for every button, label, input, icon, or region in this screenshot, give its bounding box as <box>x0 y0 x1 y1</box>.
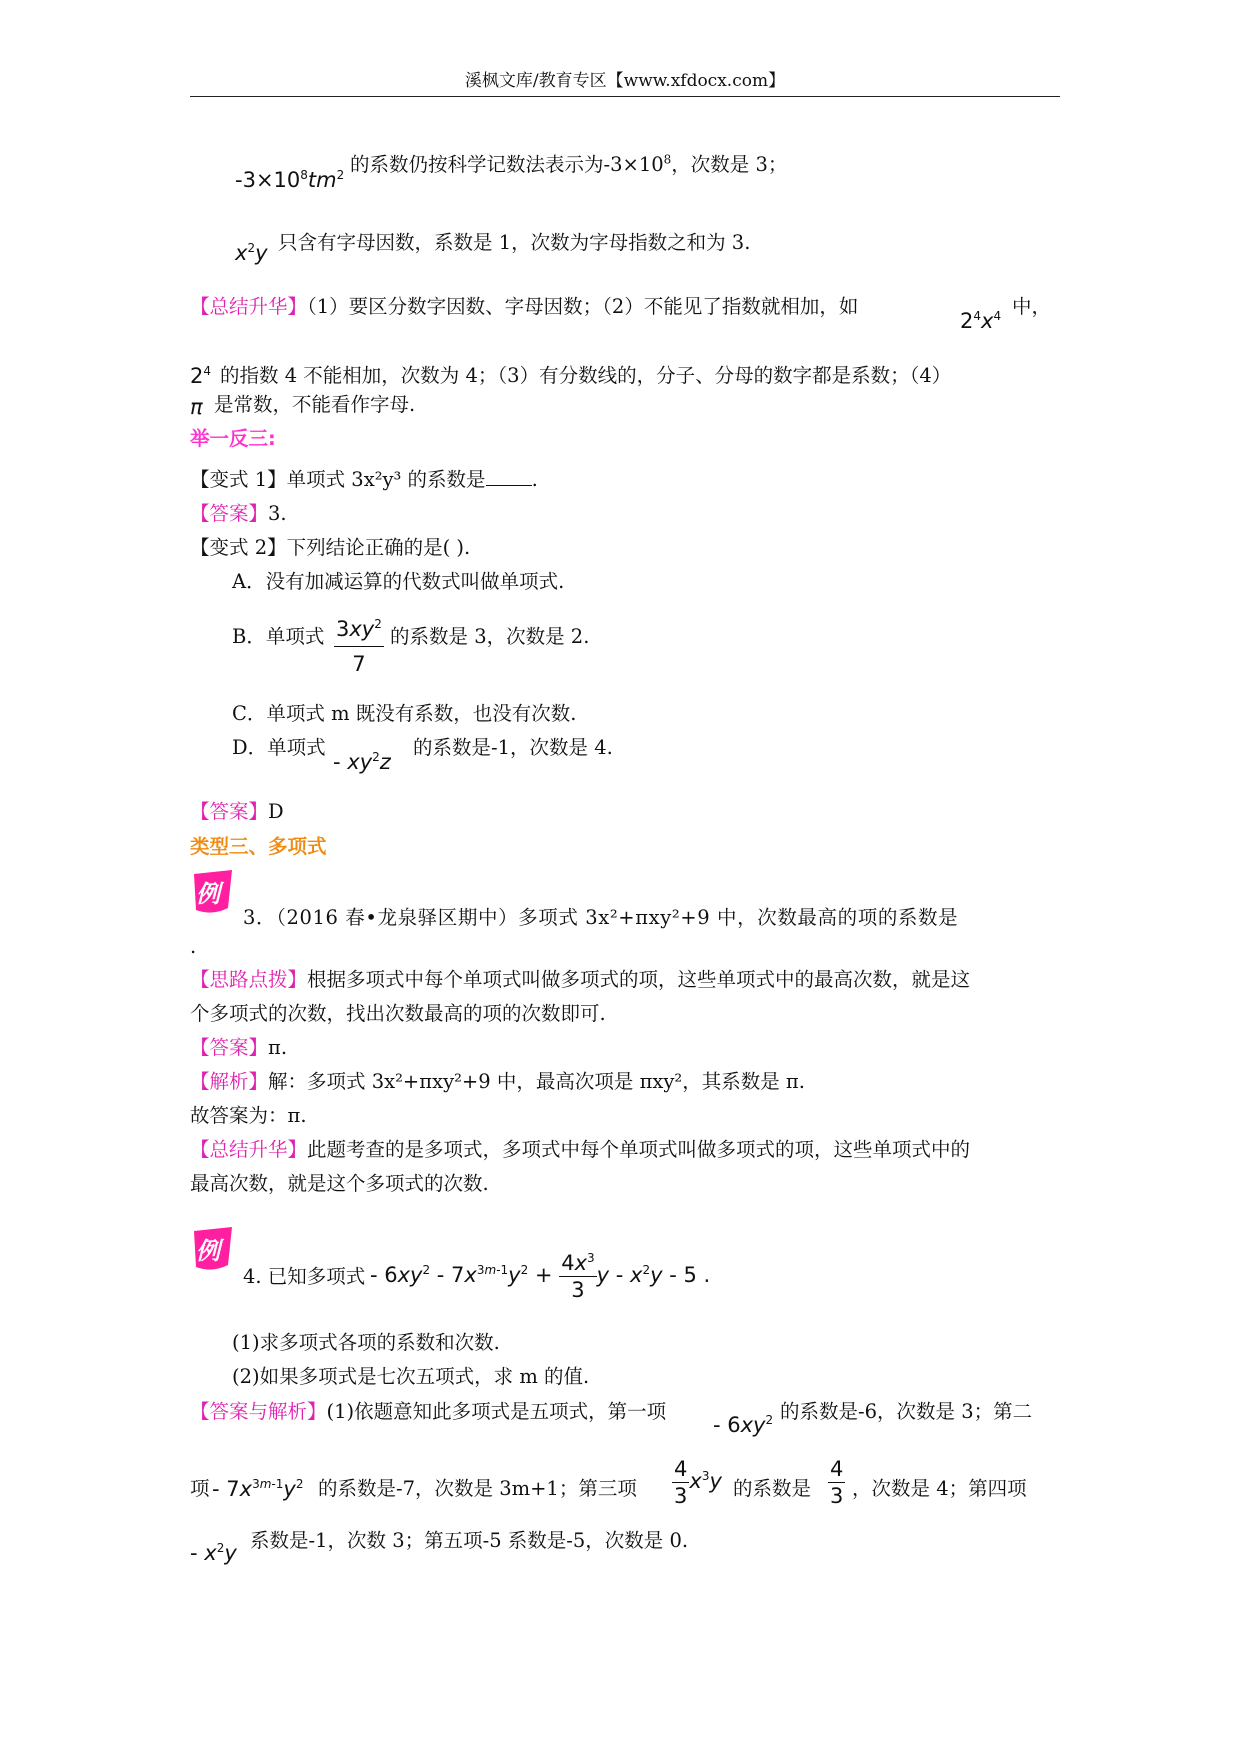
math-neg-7x: - $7x^{3m-1}y^2$ <box>212 1477 304 1501</box>
answer-4-line-3: 系数是-1，次数 3；第五项-5 系数是-5，次数是 0. <box>250 1529 689 1552</box>
so-answer: 故答案为：π. <box>190 1104 307 1127</box>
math-neg-x2y: - $x^2y$ <box>190 1541 237 1565</box>
math-24x4: $2^4x^4$ <box>960 309 1002 333</box>
text-line-1: 的系数仍按科学记数法表示为$-3\times 10^8$，次数是 3； <box>350 152 788 176</box>
summary-b-line-2: 最高次数，就是这个多项式的次数. <box>190 1172 489 1195</box>
answer-4-line-1b: 的系数是-6，次数是 3；第二 <box>780 1400 1033 1423</box>
answer-2: 【答案】D <box>190 800 284 823</box>
section-juyi: 举一反三: <box>190 427 276 450</box>
variant-2: 【变式 2】下列结论正确的是( ). <box>190 536 471 559</box>
answer-4-line-2b: 的系数是-7，次数是 3m+1；第三项 <box>318 1477 637 1500</box>
option-c: C．单项式 m 既没有系数，也没有次数. <box>232 702 577 725</box>
summary-line-3: 是常数，不能看作字母. <box>214 393 416 416</box>
summary-line-2: 的指数 4 不能相加，次数为 4；（3）有分数线的，分子、分母的数字都是系数；（4） <box>220 364 952 387</box>
option-d-post: 的系数是-1，次数是 4. <box>413 736 613 759</box>
math-frac-4-3-x3y: $\frac{4}{3}$ $x^3y$ <box>674 1457 722 1508</box>
math-frac-4-3: $\frac{4}{3}$ <box>830 1457 844 1508</box>
answer-4-line-1: 【答案与解析】(1)依题意知此多项式是五项式，第一项 <box>190 1400 667 1423</box>
summary-line-1: 【总结升华】（1）要区分数字因数、字母因数；（2）不能见了指数就相加，如 <box>190 295 859 318</box>
option-b-post: 的系数是 3，次数是 2. <box>390 625 590 648</box>
example-4-pre: 4. 已知多项式 <box>243 1265 366 1288</box>
answer-1: 【答案】3. <box>190 502 287 525</box>
summary-b-line-1: 【总结升华】此题考查的是多项式，多项式中每个单项式叫做多项式的项，这些单项式中的 <box>190 1138 971 1161</box>
coef-line-1 <box>235 165 344 196</box>
math-pi: π <box>190 395 203 419</box>
section-type-3: 类型三、多项式 <box>190 835 327 858</box>
hint-line-2: 个多项式的次数，找出次数最高的项的次数即可. <box>190 1002 606 1025</box>
question-2: (2)如果多项式是七次五项式，求 m 的值. <box>232 1365 590 1388</box>
summary-line-1-tail: 中， <box>1012 295 1052 318</box>
example-3-dot: . <box>190 935 197 958</box>
math-24: $2^4$ <box>190 364 212 388</box>
answer-4-line-2c: 的系数是 <box>733 1477 812 1500</box>
option-a: A．没有加减运算的代数式叫做单项式. <box>232 570 565 593</box>
example-3-text: 3．（2016 春•龙泉驿区期中）多项式 3x²+πxy²+9 中，次数最高的项的系数是 <box>243 906 959 929</box>
variant-1: 【变式 1】单项式 3x²y³ 的系数是 . <box>190 468 538 491</box>
math-polynomial: - $6xy^2 - 7x^{3m-1}y^2$ + $\frac{4x^3}{3}$ y - $x^2y - 5$ . <box>370 1251 711 1302</box>
text-line-2: 只含有字母因数，系数是 1，次数为字母指数之和为 3. <box>278 231 751 254</box>
answer-4-line-2a: 项 <box>190 1477 210 1500</box>
page-header: 溪枫文库/教育专区【www.xfdocx.com】 <box>190 68 1060 97</box>
analysis: 【解析】解：多项式 3x²+πxy²+9 中，最高次项是 πxy²，其系数是 π. <box>190 1070 805 1093</box>
math-sci-notation: $-3\times 10^8tm^2$ <box>235 168 345 192</box>
answer-4-line-2d: ，次数是 4；第四项 <box>852 1477 1027 1500</box>
math-frac-3xy2-7: $\frac{3xy^2}{7}$ <box>334 612 384 681</box>
example-badge-4: 例 <box>188 1225 238 1275</box>
answer-blank <box>486 467 532 486</box>
math-neg-6xy2: - $6xy^2$ <box>713 1413 774 1437</box>
answer-3: 【答案】π. <box>190 1036 288 1059</box>
question-1: (1)求多项式各项的系数和次数. <box>232 1331 500 1354</box>
math-x2y: $x^2y$ <box>235 241 268 265</box>
option-b-pre: B．单项式 <box>232 625 325 648</box>
math-neg-xy2z: - $xy^2z$ <box>333 750 391 774</box>
option-d-pre: D．单项式 <box>232 736 326 759</box>
example-badge-3: 例 <box>188 868 238 918</box>
hint-line-1: 【思路点拨】根据多项式中每个单项式叫做多项式的项，这些单项式中的最高次数，就是这 <box>190 968 971 991</box>
